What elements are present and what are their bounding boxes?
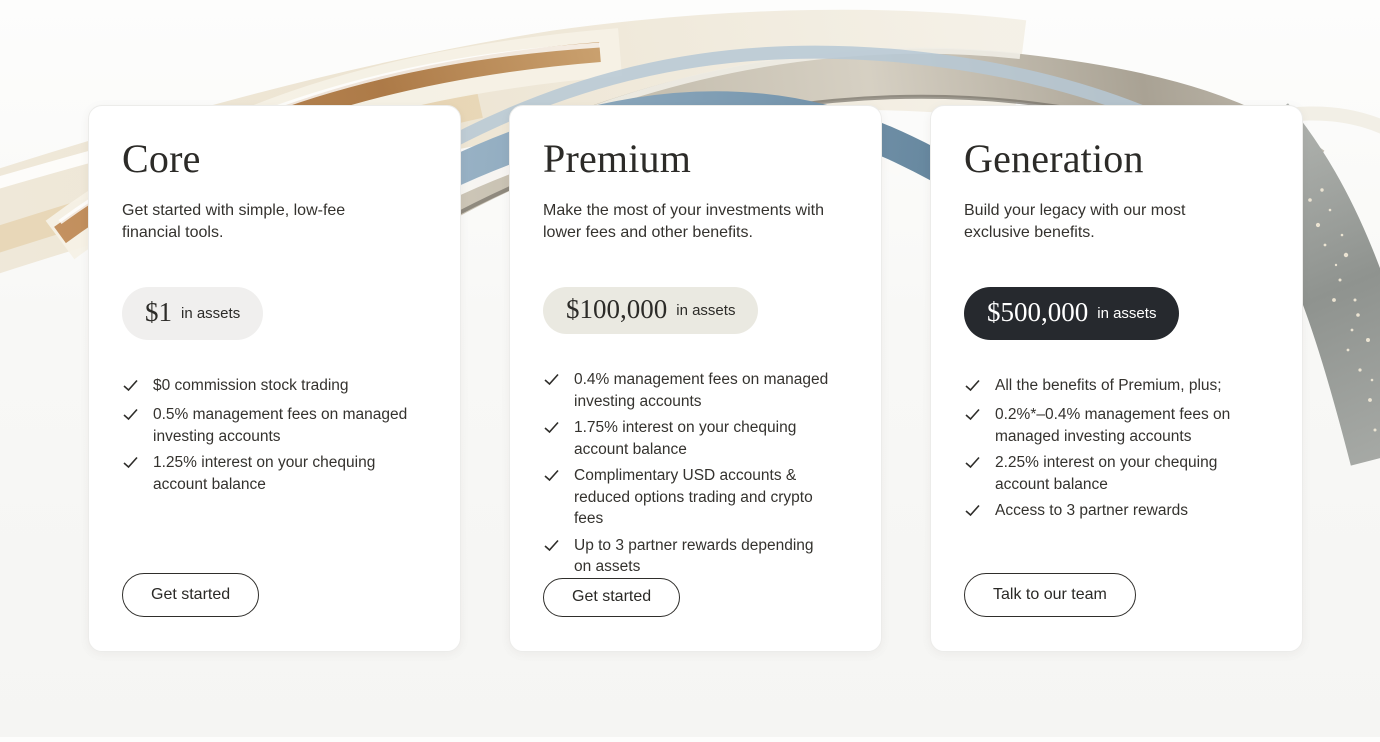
assets-badge	[122, 287, 263, 340]
feature-text: 0.2%*–0.4% management fees on managed investing accounts	[995, 406, 1231, 445]
card-description: Make the most of your investments with lower fees and other benefits.	[543, 202, 824, 241]
check-icon	[122, 377, 139, 399]
check-icon	[543, 371, 560, 393]
check-icon	[122, 454, 139, 476]
assets-badge	[543, 287, 758, 334]
card-title: Premium	[543, 136, 692, 181]
badge-label: in assets	[1097, 305, 1157, 322]
feature-text: Complimentary USD accounts & reduced options trading and crypto fees	[574, 467, 813, 528]
feature-item	[543, 417, 848, 460]
card-description: Get started with simple, low-fee financial tools.	[122, 202, 346, 241]
card-description: Build your legacy with our most exclusive benefits.	[964, 202, 1186, 241]
talk-to-team-button[interactable]: Talk to our team	[964, 573, 1136, 617]
badge-amount: $1	[145, 296, 172, 327]
check-icon	[543, 419, 560, 441]
badge-amount: $100,000	[566, 293, 668, 324]
feature-item	[964, 500, 1269, 524]
feature-item	[543, 369, 848, 412]
feature-list	[964, 375, 1269, 524]
check-icon	[964, 502, 981, 524]
feature-item	[964, 375, 1269, 399]
feature-text: 1.25% interest on your chequing account balance	[153, 454, 376, 493]
pricing-card-core	[88, 105, 461, 652]
feature-text: 2.25% interest on your chequing account balance	[995, 454, 1218, 493]
feature-text: All the benefits of Premium, plus;	[995, 377, 1222, 394]
feature-text: $0 commission stock trading	[153, 377, 349, 394]
feature-item	[543, 465, 848, 530]
feature-text: 0.4% management fees on managed investing accounts	[574, 371, 829, 410]
badge-label: in assets	[181, 305, 241, 322]
pricing-cards	[88, 105, 1303, 652]
feature-item	[122, 375, 427, 399]
card-title: Generation	[964, 136, 1144, 181]
pricing-card-generation	[930, 105, 1303, 652]
check-icon	[543, 467, 560, 489]
feature-list	[543, 369, 848, 578]
assets-badge-dark	[964, 287, 1179, 340]
check-icon	[122, 406, 139, 428]
feature-item	[543, 535, 848, 578]
badge-amount: $500,000	[987, 296, 1089, 327]
check-icon	[964, 454, 981, 476]
feature-text: 1.75% interest on your chequing account balance	[574, 419, 797, 458]
feature-item	[964, 404, 1269, 447]
feature-item	[122, 404, 427, 447]
feature-text: 0.5% management fees on managed investing accounts	[153, 406, 408, 445]
feature-item	[964, 452, 1269, 495]
badge-label: in assets	[676, 302, 736, 320]
feature-text: Access to 3 partner rewards	[995, 502, 1188, 519]
feature-item	[122, 452, 427, 495]
feature-text: Up to 3 partner rewards depending on assets	[574, 536, 814, 576]
get-started-button-premium[interactable]: Get started	[543, 578, 680, 617]
check-icon	[543, 537, 560, 559]
card-title: Core	[122, 136, 201, 181]
feature-list	[122, 375, 427, 495]
pricing-card-premium	[509, 105, 882, 652]
get-started-button-core[interactable]: Get started	[122, 573, 259, 617]
check-icon	[964, 377, 981, 399]
check-icon	[964, 406, 981, 428]
